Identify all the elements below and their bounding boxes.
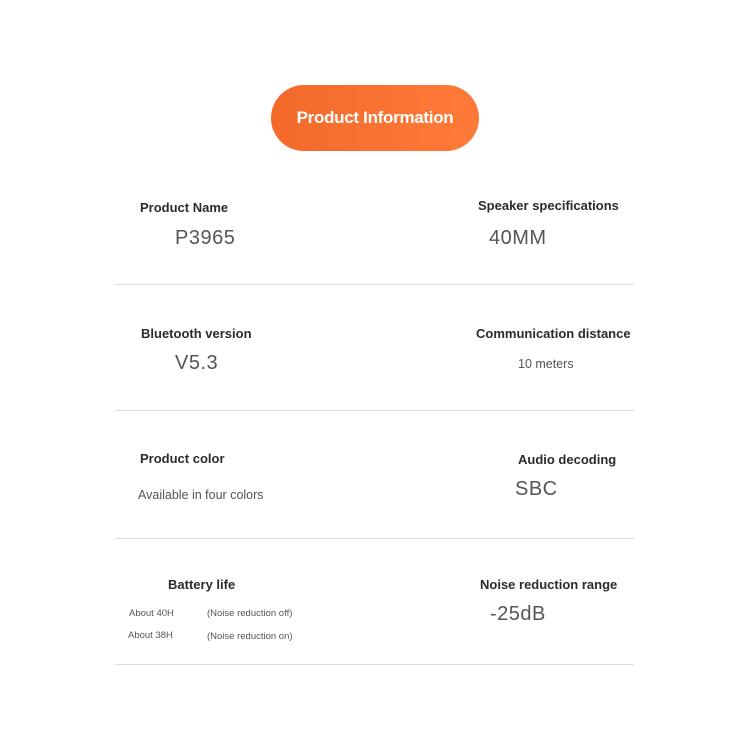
speaker-spec-label: Speaker specifications: [478, 198, 619, 213]
row-divider: [115, 410, 634, 411]
battery-mode-off: (Noise reduction off): [207, 608, 293, 619]
battery-mode-on: (Noise reduction on): [207, 631, 293, 642]
section-title: Product Information: [296, 108, 454, 127]
product-name-value: P3965: [175, 227, 236, 249]
row-divider: [115, 664, 634, 665]
communication-distance-label: Communication distance: [476, 326, 631, 341]
row-divider: [115, 284, 634, 285]
product-name-label: Product Name: [140, 200, 229, 215]
communication-distance-value: 10 meters: [518, 357, 574, 371]
noise-reduction-value: -25dB: [490, 603, 546, 625]
bluetooth-version-label: Bluetooth version: [141, 326, 252, 341]
battery-life-label: Battery life: [168, 577, 236, 592]
battery-duration-on: About 38H: [128, 630, 173, 641]
noise-reduction-label: Noise reduction range: [480, 577, 618, 592]
product-color-value: Available in four colors: [138, 488, 264, 502]
speaker-spec-value: 40MM: [489, 227, 547, 249]
audio-decoding-value: SBC: [515, 478, 558, 500]
product-information-badge: [271, 85, 479, 151]
row-divider: [115, 538, 634, 539]
product-color-label: Product color: [140, 451, 225, 466]
battery-duration-off: About 40H: [129, 608, 174, 619]
audio-decoding-label: Audio decoding: [518, 452, 617, 467]
bluetooth-version-value: V5.3: [175, 352, 219, 374]
